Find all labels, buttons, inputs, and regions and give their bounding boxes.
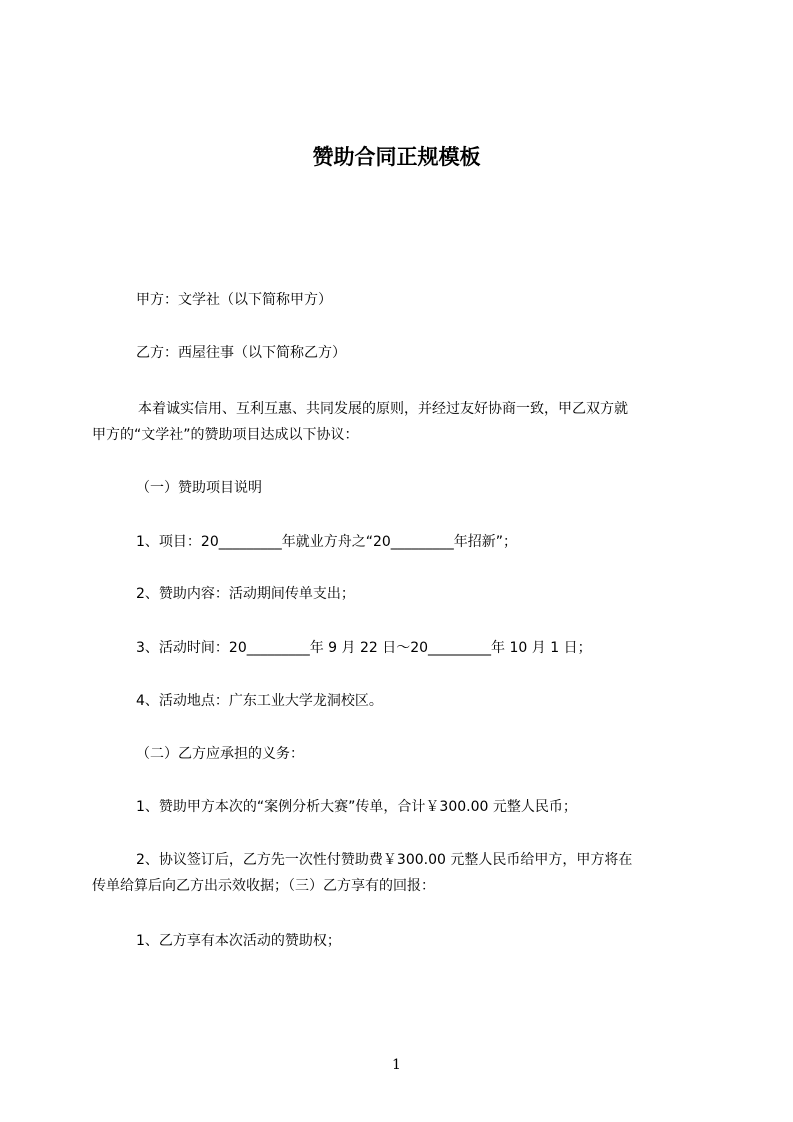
intro-line-1: 本着诚实信用、互利互惠、共同发展的原则，并经过友好协商一致，甲乙双方就: [138, 401, 628, 417]
intro-line-2: 甲方的“文学社”的赞助项目达成以下协议：: [92, 427, 359, 443]
party-a-line: 甲方：文学社（以下简称甲方）: [136, 292, 332, 308]
intro-paragraph: [92, 396, 704, 448]
item-4-location: 4、活动地点：广东工业大学龙洞校区。: [136, 693, 383, 709]
party-b-line: 乙方：西屋往事（以下简称乙方）: [136, 345, 346, 361]
duty-2-line-1: 2、协议签订后，乙方先一次性付赞助费￥300.00 元整人民币给甲方，甲方将在: [136, 852, 633, 868]
item-2-content: 2、赞助内容：活动期间传单支出；: [136, 586, 355, 602]
duty-1: 1、赞助甲方本次的“案例分析大赛”传单，合计￥300.00 元整人民币；: [136, 799, 577, 815]
return-1: 1、乙方享有本次活动的赞助权；: [136, 933, 341, 949]
section-1-heading: （一）赞助项目说明: [136, 480, 262, 496]
item-1-project: 1、项目：20_________年就业方舟之“20_________年招新”；: [136, 534, 518, 550]
duty-2-line-2: 传单给算后向乙方出示效收据；（三）乙方享有的回报：: [92, 878, 435, 894]
section-2-heading: （二）乙方应承担的义务：: [136, 746, 304, 762]
item-3-time: 3、活动时间：20_________年 9 月 22 日～20_________年 10 月 1 日；: [136, 640, 592, 656]
document-title: 赞助合同正规模板: [312, 145, 481, 169]
page-number: 1: [392, 1057, 401, 1073]
duty-2-paragraph: [92, 847, 704, 899]
